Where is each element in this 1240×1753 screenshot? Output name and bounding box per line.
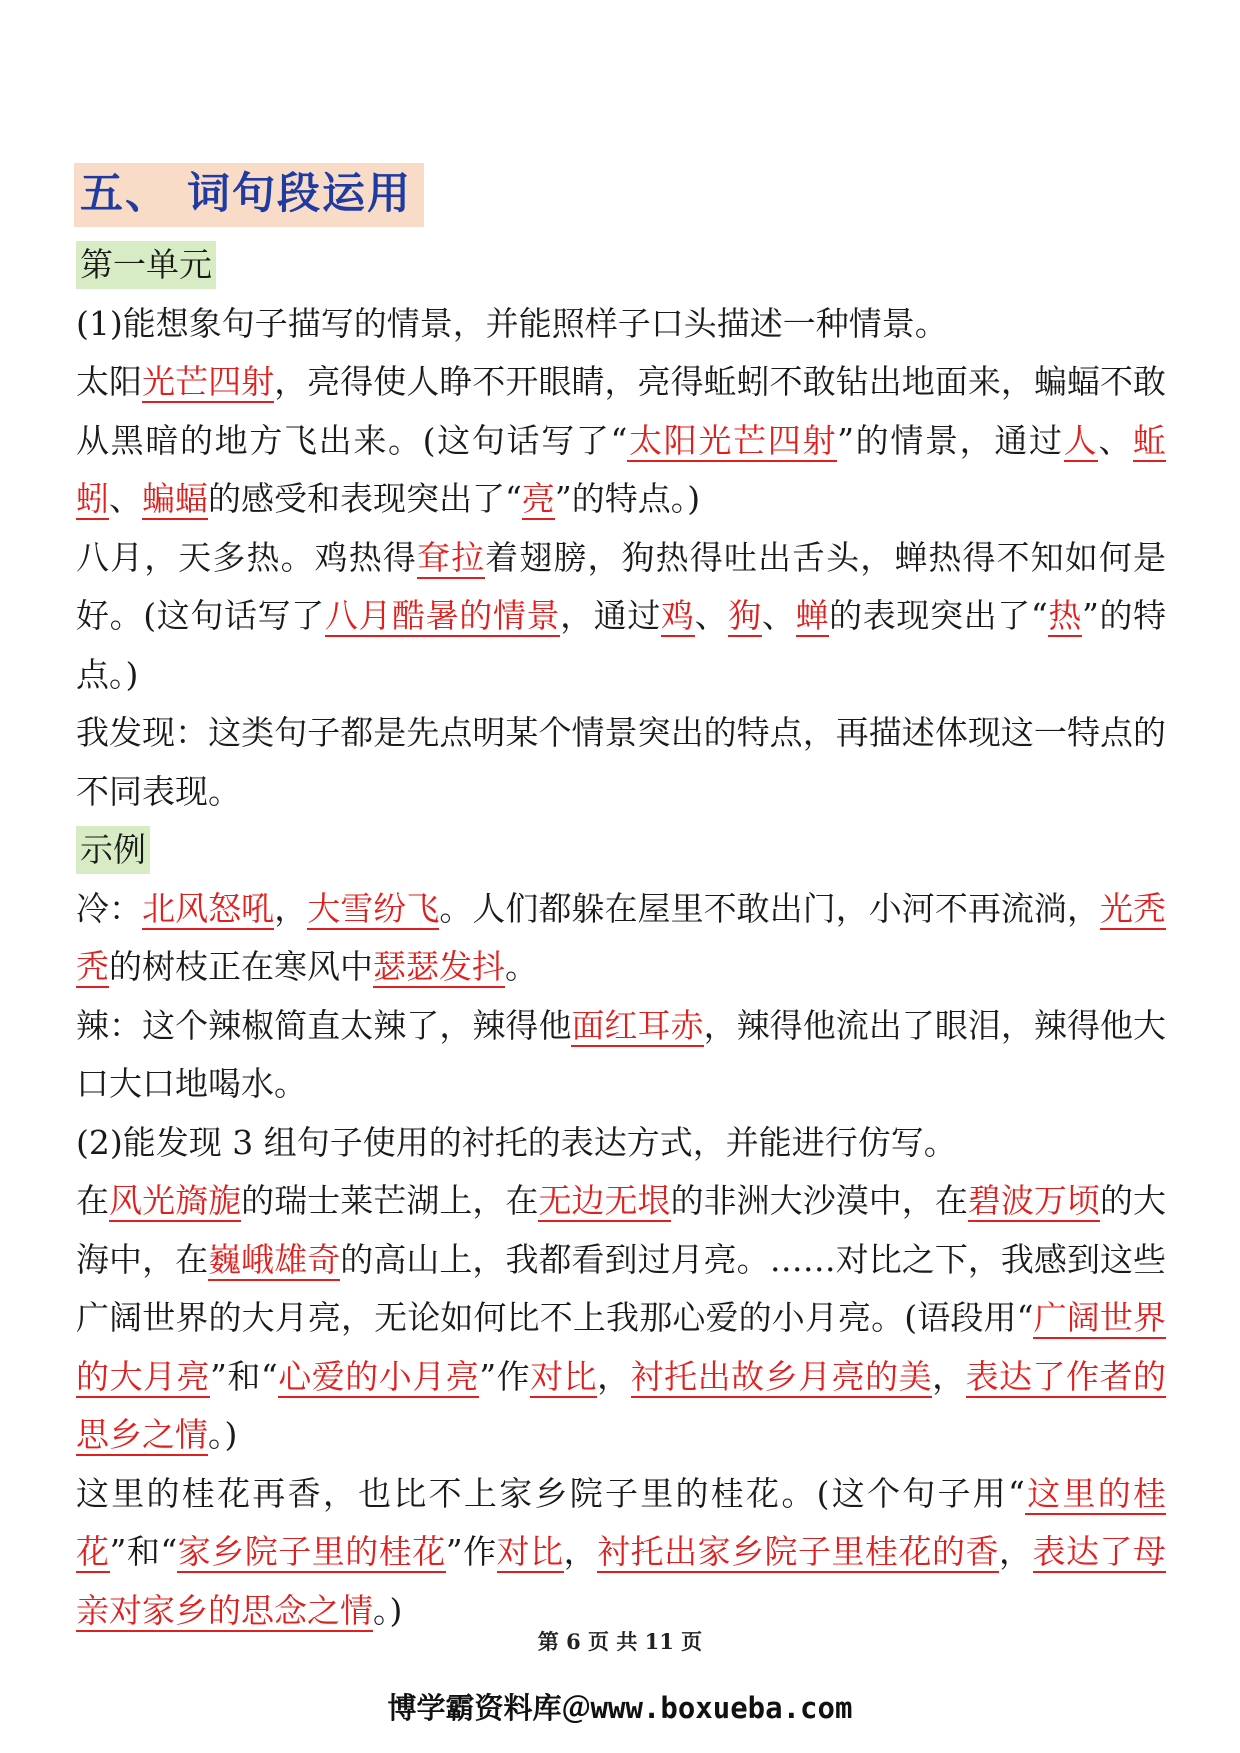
unit-label: 第一单元 [76,241,216,289]
highlight-keyword: 蝉 [795,596,830,635]
example-cold [76,880,1166,997]
text-run: ， [999,1532,1033,1571]
page-number: 第 6 页 共 11 页 [537,1629,703,1654]
text-run: 。人们都躲在屋里不敢出门，小河不再流淌， [439,888,1100,928]
watermark-site: 博学霸资料库＠www.boxueba.com [387,1691,853,1725]
highlight-keyword: 风光旖旎 [109,1181,242,1220]
text-run: ， [932,1356,966,1396]
content [76,236,1166,1640]
item1-heading: (1)能想象句子描写的情景，并能照样子口头描述一种情景。 [76,303,948,343]
text-run: 。 [505,947,538,986]
highlight-keyword: 碧波万顷 [967,1181,1100,1220]
text-run: 、 [694,596,729,635]
highlight-keyword: 衬托出家乡院子里桂花的香 [597,1532,1000,1571]
highlight-keyword: 亮 [521,479,555,518]
highlight-keyword: 衬托出故乡月亮的美 [630,1356,933,1396]
text-run: 。) [208,1415,238,1454]
text-run: ”的情景，通过 [837,420,1064,460]
text-run: ，亮得使人睁不开眼睛，亮得蚯蚓不敢钻出地面来，蝙蝠不敢从黑暗的地方飞出来。(这句话写了“ [76,362,1166,460]
text-run: ， [563,1532,598,1571]
text-run: 、 [1098,420,1134,460]
highlight-keyword: 热 [1047,596,1082,635]
paragraph-august [76,529,1166,705]
highlight-keyword: 对比 [530,1356,598,1396]
text-run: 太阳 [76,362,143,401]
highlight-keyword: 人 [1063,420,1099,460]
highlight-keyword: 狗 [728,596,762,635]
highlight-keyword: 心爱的小月亮 [277,1356,480,1396]
highlight-keyword: 表达了作者的思乡之情 [76,1356,1167,1454]
highlight-keyword: 家乡院子里的桂花 [177,1532,446,1571]
section-title: 五、 词句段运用 [74,163,424,227]
text-run: ”的特点。) [554,479,701,518]
highlight-keyword: 八月酷暑的情景 [324,596,561,635]
highlight-keyword: 这里的桂花 [76,1473,1167,1571]
text-run: ，通过 [560,596,662,635]
highlight-keyword: 巍峨雄奇 [208,1239,341,1279]
highlight-keyword: 面红耳赤 [571,1005,704,1045]
discovery-text: 我发现：这类句子都是先点明某个情景突出的特点，再描述体现这一特点的不同表现。 [76,713,1166,811]
text-run: 在 [76,1181,110,1220]
text-run: ， [597,1356,631,1396]
text-run: 八月，天多热。鸡热得 [76,537,417,577]
highlight-keyword: 瑟瑟发抖 [373,947,505,986]
text-run: ”的特点。) [76,596,1167,694]
text-run: ”和“ [109,1532,178,1571]
highlight-keyword: 大雪纷飞 [307,888,440,928]
item2-heading: (2)能发现 3 组句子使用的衬托的表达方式，并能进行仿写。 [76,1122,957,1162]
example-label: 示例 [76,826,150,874]
text-run: 的感受和表现突出了“ [208,479,522,518]
paragraph-moon [76,1172,1166,1465]
text-run: 着翅膀，狗热得吐出舌头，蝉热得不知如何是好。(这句话写了 [76,537,1167,635]
highlight-keyword: 无边无垠 [538,1181,671,1220]
text-run: ，辣得他流出了眼泪，辣得他大口大口地喝水。 [76,1005,1166,1103]
highlight-keyword: 对比 [496,1532,564,1571]
highlight-keyword: 蝙蝠 [142,479,208,518]
highlight-keyword: 蚯蚓 [76,420,1167,518]
text-run: 。) [373,1590,403,1630]
text-run: 、 [109,479,142,518]
text-run: 的树枝正在寒风中 [109,947,373,986]
text-run: 的表现突出了“ [829,596,1048,635]
highlight-keyword: 耷拉 [416,537,486,577]
highlight-keyword: 太阳光芒四射 [627,420,838,460]
text-run: ， [274,888,308,928]
highlight-keyword: 北风怒吼 [142,888,275,928]
example-spicy [76,997,1166,1114]
highlight-keyword: 光芒四射 [142,362,275,401]
text-run: 的非洲大沙漠中，在 [670,1181,968,1220]
text-run: ”作 [479,1356,531,1396]
highlight-keyword: 鸡 [661,596,695,635]
highlight-keyword: 光秃秃 [76,888,1166,986]
text-run: 冷： [76,888,143,928]
text-run: ”和“ [210,1356,278,1396]
text-run: 辣：这个辣椒简直太辣了，辣得他 [76,1005,572,1045]
text-run: 、 [761,596,796,635]
paragraph-osmanthus [76,1465,1166,1641]
highlight-keyword: 表达了母亲对家乡的思念之情 [76,1532,1167,1630]
text-run: 的瑞士莱芒湖上，在 [241,1181,539,1220]
paragraph-sun [76,353,1166,529]
highlight-keyword: 广阔世界的大月亮 [76,1298,1166,1396]
text-run: 的大海中，在 [76,1181,1166,1279]
text-run: ”作 [445,1532,497,1571]
text-run: 的高山上，我都看到过月亮。……对比之下，我感到这些广阔世界的大月亮，无论如何比不上我那心爱的小月亮。(语段用“ [76,1239,1167,1337]
text-run: 这里的桂花再香，也比不上家乡院子里的桂花。(这个句子用“ [76,1473,1025,1513]
